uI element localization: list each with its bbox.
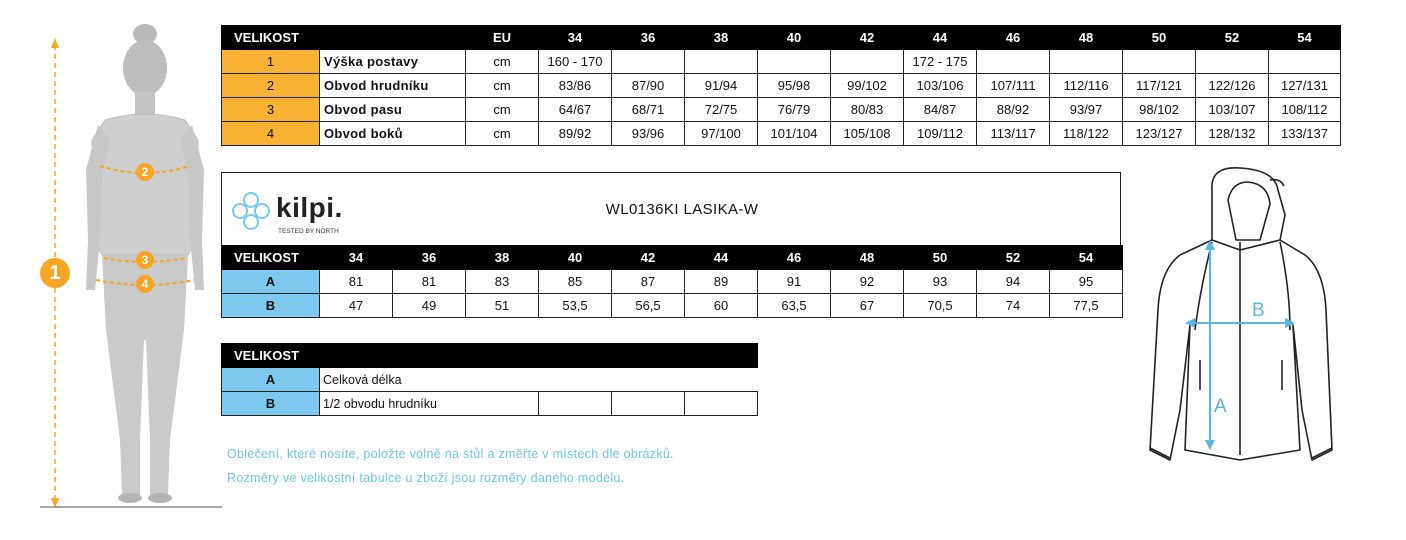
cell: 70,5: [904, 294, 977, 318]
cell: 95/98: [758, 74, 831, 98]
jacket-illustration: [1140, 160, 1345, 480]
marker-1-label: 1: [49, 262, 61, 284]
cell: [831, 50, 904, 74]
row-label: Výška postavy: [320, 50, 466, 74]
cell: 118/122: [1050, 122, 1123, 146]
cell: 83: [466, 270, 539, 294]
table-row: [222, 98, 1341, 122]
cell: 51: [466, 294, 539, 318]
cell: 160 - 170: [539, 50, 612, 74]
table-row: [222, 74, 1341, 98]
cell: 67: [831, 294, 904, 318]
row-label: B: [222, 294, 320, 318]
cell: [612, 392, 685, 416]
cell: 89/92: [539, 122, 612, 146]
cell: 64/67: [539, 98, 612, 122]
header-size: 42: [831, 26, 904, 50]
cell: 95: [1050, 270, 1123, 294]
cell: 81: [393, 270, 466, 294]
cell: 112/116: [1050, 74, 1123, 98]
cell: 49: [393, 294, 466, 318]
brand-name: kilpi.: [276, 192, 343, 223]
cell: 122/126: [1196, 74, 1269, 98]
row-unit: cm: [466, 50, 539, 74]
cell: 117/121: [1123, 74, 1196, 98]
header-velikost: VELIKOST: [222, 344, 758, 368]
table-row: [222, 294, 1123, 318]
cell: 53,5: [539, 294, 612, 318]
row-label: Obvod boků: [320, 122, 466, 146]
header-size: 52: [977, 246, 1050, 270]
cell: 47: [320, 294, 393, 318]
row-number: 4: [222, 122, 320, 146]
marker-2-label: 2: [141, 165, 149, 179]
cell: 172 - 175: [904, 50, 977, 74]
header-size: 50: [1123, 26, 1196, 50]
cell: 109/112: [904, 122, 977, 146]
header-row: [222, 26, 1341, 50]
table-row: [222, 122, 1341, 146]
header-size: 34: [539, 26, 612, 50]
cell: 108/112: [1269, 98, 1341, 122]
cell: [685, 50, 758, 74]
header-eu: EU: [466, 26, 539, 50]
header-size: 44: [904, 26, 977, 50]
row-number: 1: [222, 50, 320, 74]
header-size: 54: [1269, 26, 1341, 50]
cell: [758, 50, 831, 74]
cell: 113/117: [977, 122, 1050, 146]
cell: 84/87: [904, 98, 977, 122]
header-size: 46: [977, 26, 1050, 50]
header-velikost: VELIKOST: [222, 246, 320, 270]
header-size: 42: [612, 246, 685, 270]
cell: 80/83: [831, 98, 904, 122]
header-size: 46: [758, 246, 831, 270]
cell: 91: [758, 270, 831, 294]
header-size: 38: [685, 26, 758, 50]
marker-4-label: 4: [141, 277, 149, 291]
cell: 76/79: [758, 98, 831, 122]
header-size: 40: [758, 26, 831, 50]
jacket-label-b: B: [1252, 300, 1265, 321]
row-unit: cm: [466, 122, 539, 146]
row-unit: cm: [466, 98, 539, 122]
cell: 68/71: [612, 98, 685, 122]
header-size: 50: [904, 246, 977, 270]
cell: 103/106: [904, 74, 977, 98]
row-number: 2: [222, 74, 320, 98]
cell: 89: [685, 270, 758, 294]
cell: [1269, 50, 1341, 74]
cell: 94: [977, 270, 1050, 294]
header-size: 48: [831, 246, 904, 270]
marker-4: [136, 275, 154, 293]
cell: 128/132: [1196, 122, 1269, 146]
cell: [1196, 50, 1269, 74]
row-label: A: [222, 368, 320, 392]
cell: 93/97: [1050, 98, 1123, 122]
cell: 107/111: [977, 74, 1050, 98]
cell: 83/86: [539, 74, 612, 98]
cell: 81: [320, 270, 393, 294]
cell: 103/107: [1196, 98, 1269, 122]
row-label: A: [222, 270, 320, 294]
header-size: 54: [1050, 246, 1123, 270]
row-unit: cm: [466, 74, 539, 98]
cell: 72/75: [685, 98, 758, 122]
row-description: Celková délka: [320, 368, 758, 392]
marker-3: [136, 251, 154, 269]
cell: [977, 50, 1050, 74]
header-size: 44: [685, 246, 758, 270]
cell: 74: [977, 294, 1050, 318]
cell: 97/100: [685, 122, 758, 146]
cell: 101/104: [758, 122, 831, 146]
instruction-note: Oblečení, které nosíte, položte volně na stůl a změřte v místech dle obrázků.: [227, 447, 674, 461]
header-size: 34: [320, 246, 393, 270]
cell: [539, 392, 612, 416]
table-row: [222, 50, 1341, 74]
cell: 87/90: [612, 74, 685, 98]
cell: [1050, 50, 1123, 74]
cell: 93: [904, 270, 977, 294]
cell: 60: [685, 294, 758, 318]
cell: 88/92: [977, 98, 1050, 122]
measurement-legend-table: [221, 343, 758, 416]
cell: 133/137: [1269, 122, 1341, 146]
cell: 93/96: [612, 122, 685, 146]
table-row: [222, 368, 758, 392]
jacket-label-a: A: [1214, 396, 1227, 417]
cell: 77,5: [1050, 294, 1123, 318]
cell: [612, 50, 685, 74]
row-label: Obvod pasu: [320, 98, 466, 122]
marker-1: [40, 258, 70, 288]
table-row: [222, 392, 758, 416]
row-number: 3: [222, 98, 320, 122]
header-size: 36: [393, 246, 466, 270]
row-label: B: [222, 392, 320, 416]
cell: [685, 392, 758, 416]
header-row: [222, 246, 1123, 270]
header-size: 40: [539, 246, 612, 270]
cell: 85: [539, 270, 612, 294]
row-label: Obvod hrudníku: [320, 74, 466, 98]
header-size: 36: [612, 26, 685, 50]
cell: 99/102: [831, 74, 904, 98]
header-size: 38: [466, 246, 539, 270]
brand-tagline: TESTED BY NORTH: [278, 228, 339, 235]
cell: 105/108: [831, 122, 904, 146]
instruction-note: Rozměry ve velikostní tabulce u zboží jsou rozměry daného modelu.: [227, 471, 625, 485]
table-row: [222, 270, 1123, 294]
header-row: [222, 344, 758, 368]
cell: [1123, 50, 1196, 74]
cell: 56,5: [612, 294, 685, 318]
header-size: 48: [1050, 26, 1123, 50]
cell: 98/102: [1123, 98, 1196, 122]
row-description: 1/2 obvodu hrudníku: [320, 392, 539, 416]
cell: 87: [612, 270, 685, 294]
marker-2: [136, 163, 154, 181]
woman-figure: [0, 0, 225, 540]
header-velikost: VELIKOST: [222, 26, 466, 50]
cell: 92: [831, 270, 904, 294]
product-title: WL0136KI LASIKA-W: [605, 201, 759, 218]
cell: 123/127: [1123, 122, 1196, 146]
cell: 63,5: [758, 294, 831, 318]
cell: 127/131: [1269, 74, 1341, 98]
marker-3-label: 3: [141, 253, 149, 267]
garment-size-table: [221, 245, 1123, 318]
cell: 91/94: [685, 74, 758, 98]
product-header: [221, 172, 1121, 245]
body-size-table: [221, 25, 1341, 146]
header-size: 52: [1196, 26, 1269, 50]
